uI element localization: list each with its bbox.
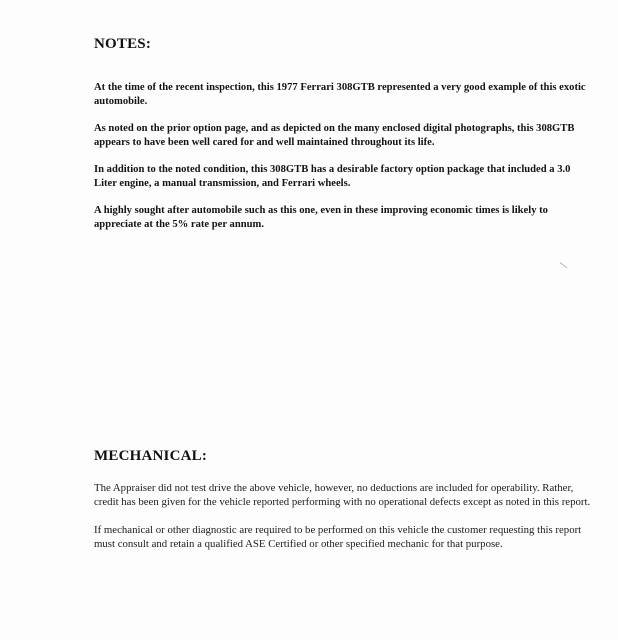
mechanical-section [94,481,594,565]
notes-paragraph: At the time of the recent inspection, this 1977 Ferrari 308GTB represented a very good example of this exotic automobile. [94,82,586,107]
scan-speck [560,262,568,268]
mechanical-heading: MECHANICAL: [94,448,208,464]
notes-paragraph: In addition to the noted condition, this 308GTB has a desirable factory option package that included a 3.0 Liter engine, a manual transmission, and Ferrari wheels. [94,164,571,189]
notes-section [94,81,594,245]
notes-paragraph: A highly sought after automobile such as this one, even in these improving economic times is likely to appreciate at the 5% rate per annum. [94,205,548,230]
mechanical-paragraph: The Appraiser did not test drive the above vehicle, however, no deductions are included for operability. Rather, credit has been given for the vehicle reported performing with no operational defects except as noted in this report. [94,482,591,509]
notes-paragraph: As noted on the prior option page, and as depicted on the many enclosed digital photographs, this 308GTB appears to have been well cared for and well maintained throughout its life. [94,123,575,148]
mechanical-paragraph: If mechanical or other diagnostic are required to be performed on this vehicle the customer requesting this report must consult and retain a qualified ASE Certified or other specified mechanic for that purpose. [94,523,582,551]
notes-heading: NOTES: [94,36,152,52]
